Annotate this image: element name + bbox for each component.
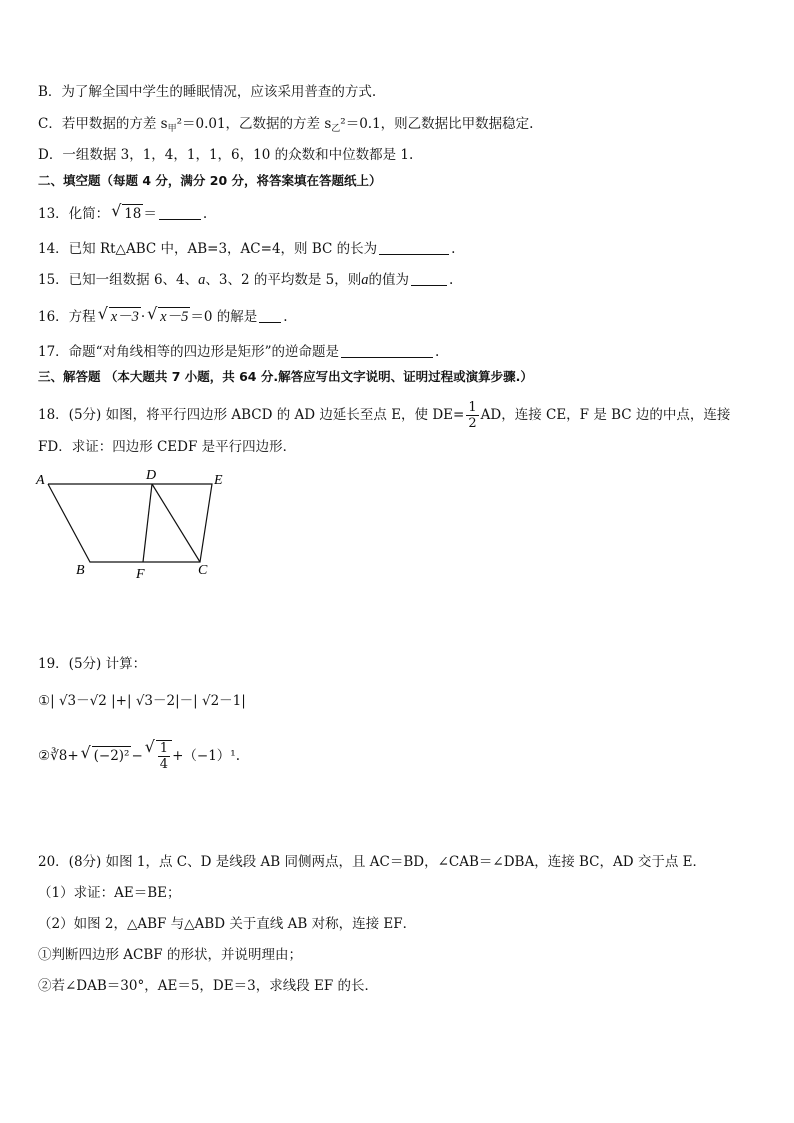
label-f: F (136, 567, 145, 582)
option-c-post: ²＝0.1，则乙数据比甲数据稳定. (340, 116, 534, 132)
question-16 (38, 307, 288, 326)
figure-outline (48, 484, 212, 562)
q15-mid: 、3、2 的平均数是 5，则 (205, 272, 362, 288)
q19-p2-radical: √ (−2)² (81, 746, 132, 765)
question-18-line-1 (38, 400, 730, 431)
label-c: C (198, 563, 208, 578)
segment-fd (143, 484, 152, 562)
q16-radical-2: √ x－5 (147, 307, 190, 326)
q18-line1-pre: 18．(5分) 如图，将平行四边形 ABCD 的 AD 边延长至点 E，使 DE= (38, 407, 465, 423)
section-3-heading: 三、解答题 （本大题共 7 小题，共 64 分.解答应写出文字说明、证明过程或演算步骤.） (38, 369, 533, 384)
section-2-heading: 二、填空题（每题 4 分，满分 20 分，将答案填在答题纸上） (38, 173, 382, 188)
option-c-sub1: 甲 (167, 124, 177, 134)
q13-pre: 13．化简： (38, 206, 110, 222)
question-17 (38, 343, 439, 361)
parallelogram-figure (30, 462, 230, 582)
q14-answer-blank[interactable] (379, 240, 449, 255)
q15-answer-blank[interactable] (411, 271, 447, 286)
label-d: D (146, 468, 157, 483)
q16-post: ＝0 的解是 (190, 309, 258, 325)
q19-p2-post: +（−1）¹. (172, 748, 240, 764)
question-19-part-2 (38, 740, 240, 772)
label-b: B (76, 563, 85, 578)
question-20-line-1: 20．(8分) 如图 1，点 C、D 是线段 AB 同侧两点，且 AC＝BD，∠CAB＝∠DBA，连接 BC，AD 交于点 E． (38, 854, 706, 870)
question-15 (38, 271, 453, 289)
q13-post: ＝ (143, 206, 157, 222)
q15-pre: 15．已知一组数据 6、4、 (38, 272, 199, 288)
q14-end: . (451, 241, 456, 257)
q13-answer-blank[interactable] (159, 205, 201, 220)
q16-answer-blank[interactable] (259, 308, 281, 323)
question-20-line-3: （2）如图 2，△ABF 与△ABD 关于直线 AB 对称，连接 EF． (38, 916, 417, 932)
question-20-line-5: ②若∠DAB＝30°，AE＝5，DE＝3，求线段 EF 的长． (38, 978, 378, 994)
option-d: D．一组数据 3，1，4，1，1，6，10 的众数和中位数都是 1. (38, 147, 414, 163)
question-20-line-2: （1）求证：AE＝BE； (38, 885, 181, 901)
q15-var: a (198, 272, 206, 288)
q16-pre: 16．方程 (38, 309, 96, 325)
q19-p2-frac-radical: √ $\frac{1}{4}$ (145, 740, 172, 772)
q19-p2-pre: ② (38, 748, 51, 764)
q19-p2-cube: ∛8 (50, 748, 68, 764)
question-14 (38, 240, 455, 258)
q15-var2: a (361, 272, 369, 288)
option-c (38, 115, 533, 138)
q18-line1-post: AD，连接 CE，F 是 BC 边的中点，连接 (480, 407, 731, 423)
option-c-sub2: 乙 (331, 124, 341, 134)
q19-p2-minus: − (131, 748, 143, 764)
question-19-part-1: ①| √3－√2 |+| √3－2|－| √2－1| (38, 693, 246, 709)
q16-dot: · (140, 309, 146, 325)
question-18-line-2: FD．求证：四边形 CEDF 是平行四边形． (38, 439, 297, 455)
question-19-title: 19．(5分) 计算： (38, 656, 147, 672)
label-a: A (36, 473, 45, 488)
q15-post: 的值为 (368, 272, 410, 288)
q17-answer-blank[interactable] (341, 343, 433, 358)
option-c-mid: ²＝0.01，乙数据的方差 s (176, 116, 332, 132)
segment-dc (152, 484, 200, 562)
option-c-pre: C．若甲数据的方差 s (38, 116, 168, 132)
q14-text: 14．已知 Rt△ABC 中，AB=3，AC=4，则 BC 的长为 (38, 241, 378, 257)
q19-p2-plus: + (67, 748, 79, 764)
option-b: B．为了解全国中学生的睡眠情况，应该采用普查的方式. (38, 84, 377, 100)
label-e: E (214, 473, 223, 488)
q17-end: . (434, 344, 440, 360)
q17-text: 17．命题“对角线相等的四边形是矩形”的逆命题是 (38, 344, 339, 360)
q16-end: . (283, 309, 288, 325)
question-20-line-4: ①判断四边形 ACBF 的形状，并说明理由； (38, 947, 302, 963)
question-13: 13．化简：√ 18 ＝ . (38, 204, 207, 223)
q18-fraction: $\frac{1}{2}$ (468, 400, 477, 431)
q16-radical-1: √ x－3 (98, 307, 141, 326)
q15-end: . (449, 272, 454, 288)
q13-radical: √ 18 (111, 204, 143, 223)
